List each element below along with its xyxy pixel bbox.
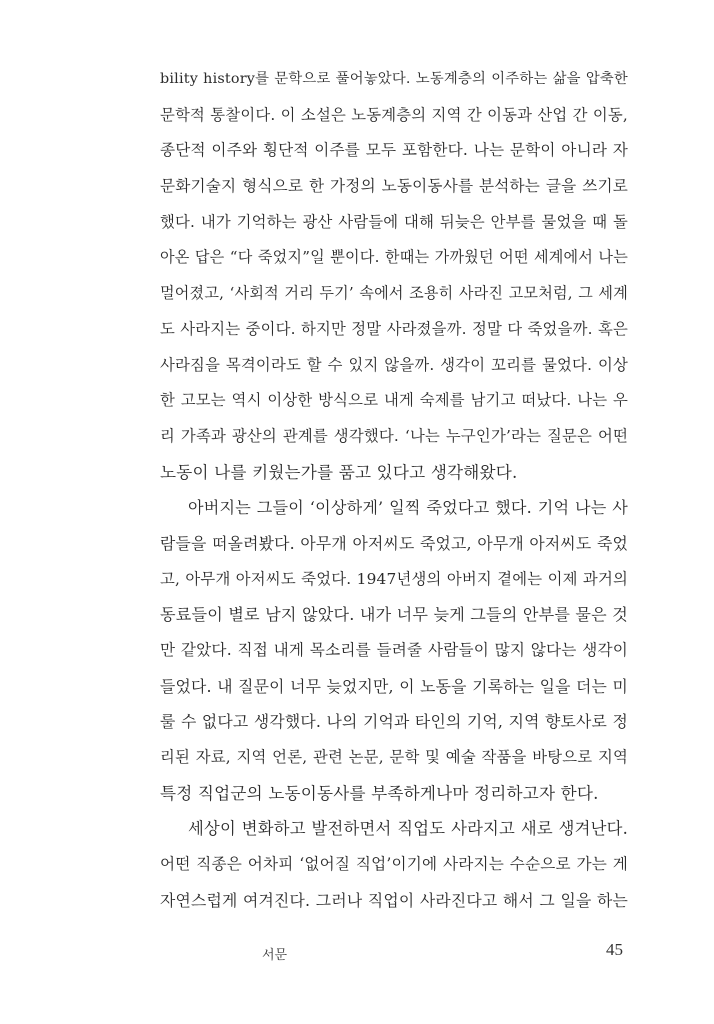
body-text [160, 62, 628, 919]
text-line: 한 고모는 역시 이상한 방식으로 내게 숙제를 남기고 떠났다. 나는 우 [160, 391, 628, 410]
text-line: 했다. 내가 기억하는 광산 사람들에 대해 뒤늦은 안부를 물었을 때 돌 [160, 212, 628, 231]
text-line: 고, 아무개 아저씨도 죽었다. 1947년생의 아버지 곁에는 이제 과거의 [160, 569, 628, 588]
text-line: 멀어졌고, ‘사회적 거리 두기’ 속에서 조용히 사라진 고모처럼, 그 세계 [160, 284, 628, 303]
page-number: 45 [606, 940, 623, 959]
text-line: 아온 답은 “다 죽었지”일 뿐이다. 한때는 가까웠던 어떤 세계에서 나는 [160, 248, 628, 267]
text-line: 리 가족과 광산의 관계를 생각했다. ‘나는 누구인가’라는 질문은 어떤 [160, 426, 628, 445]
text-line: 문학적 통찰이다. 이 소설은 노동계층의 지역 간 이동과 산업 간 이동, [160, 105, 628, 124]
text-line: 룰 수 없다고 생각했다. 나의 기억과 타인의 기억, 지역 향토사로 정 [160, 712, 628, 732]
text-line: 종단적 이주와 횡단적 이주를 모두 포함한다. 나는 문학이 아니라 자 [160, 141, 628, 160]
text-line: 사라짐을 목격이라도 할 수 있지 않을까. 생각이 꼬리를 물었다. 이상 [160, 355, 628, 374]
text-line: 들었다. 내 질문이 너무 늦었지만, 이 노동을 기록하는 일을 더는 미 [160, 676, 628, 696]
text-line: 어떤 직종은 어차피 ‘없어질 직업’이기에 사라지는 수순으로 가는 게 [160, 855, 628, 874]
text-line: 노동이 나를 키웠는가를 품고 있다고 생각해왔다. [160, 462, 518, 482]
paragraph-first-line: 세상이 변화하고 발전하면서 직업도 사라지고 새로 생겨난다. [188, 819, 628, 839]
text-line: 특정 직업군의 노동이동사를 부족하게나마 정리하고자 한다. [160, 783, 599, 803]
text-line: 동료들이 별로 남지 않았다. 내가 너무 늦게 그들의 안부를 물은 것 [160, 605, 628, 625]
paragraph-first-line: 아버지는 그들이 ‘이상하게’ 일찍 죽었다고 했다. 기억 나는 사 [188, 498, 628, 518]
running-footer-title: 서문 [262, 948, 288, 963]
text-line: 문화기술지 형식으로 한 가정의 노동이동사를 분석하는 글을 쓰기로 [160, 177, 628, 196]
text-line: 자연스럽게 여겨진다. 그러나 직업이 사라진다고 해서 그 일을 하는 [160, 890, 628, 910]
text-line: 람들을 떠올려봤다. 아무개 아저씨도 죽었고, 아무개 아저씨도 죽었 [160, 533, 628, 553]
text-line: 도 사라지는 중이다. 하지만 정말 사라졌을까. 정말 다 죽었을까. 혹은 [160, 319, 628, 338]
text-line: 만 같았다. 직접 내게 목소리를 들려줄 사람들이 많지 않다는 생각이 [160, 641, 628, 659]
text-line: bility history를 문학으로 풀어놓았다. 노동계층의 이주하는 삶을 압축한 [160, 71, 628, 87]
text-line: 리된 자료, 지역 언론, 관련 논문, 문학 및 예술 작품을 바탕으로 지역 [160, 748, 628, 767]
